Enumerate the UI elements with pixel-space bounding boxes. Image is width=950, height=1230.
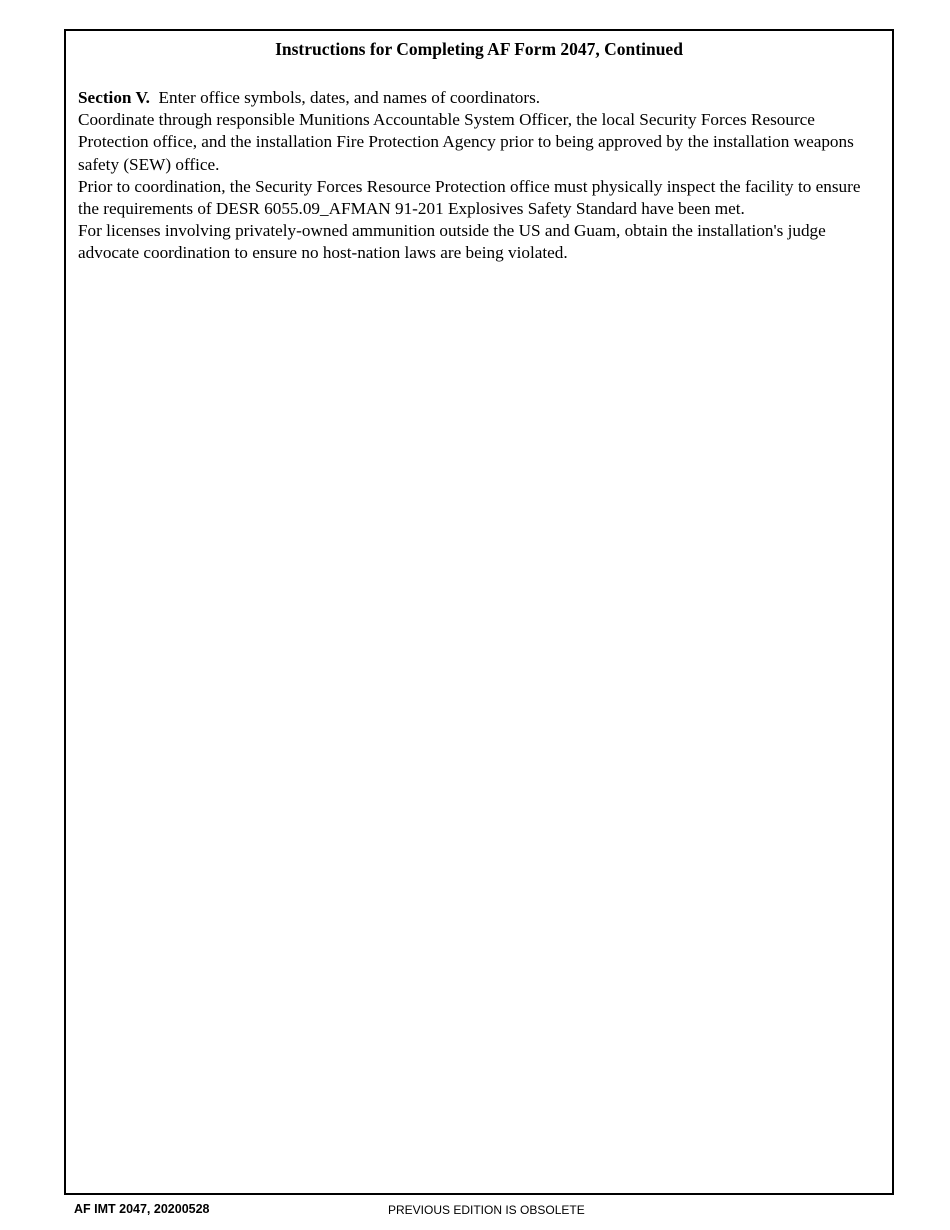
section-heading-text: Enter office symbols, dates, and names of coordinators.: [158, 88, 541, 107]
instructions-body: [78, 87, 884, 265]
page-title: Instructions for Completing AF Form 2047, Continued: [275, 39, 683, 59]
instruction-paragraph: For licenses involving privately-owned ammunition outside the US and Guam, obtain the installation's judge advocate coordination to ensure no host-nation laws are being violated.: [78, 221, 826, 263]
section-label: Section V.: [78, 88, 150, 107]
form-frame: [64, 29, 894, 1195]
section-heading: [78, 87, 884, 109]
instruction-paragraph: Coordinate through responsible Munitions Accountable System Officer, the local Security Forces Resource Protection office, and the installation Fire Protection Agency prior to being approved by the installation weapons safety (SEW) office.: [78, 110, 854, 174]
footer-form-id: AF IMT 2047, 20200528: [74, 1202, 210, 1216]
footer-edition-note: PREVIOUS EDITION IS OBSOLETE: [388, 1203, 585, 1217]
instruction-paragraph: Prior to coordination, the Security Forces Resource Protection office must physically inspect the facility to ensure the requirements of DESR 6055.09_AFMAN 91-201 Explosives Safety Standard have been met.: [78, 176, 861, 219]
